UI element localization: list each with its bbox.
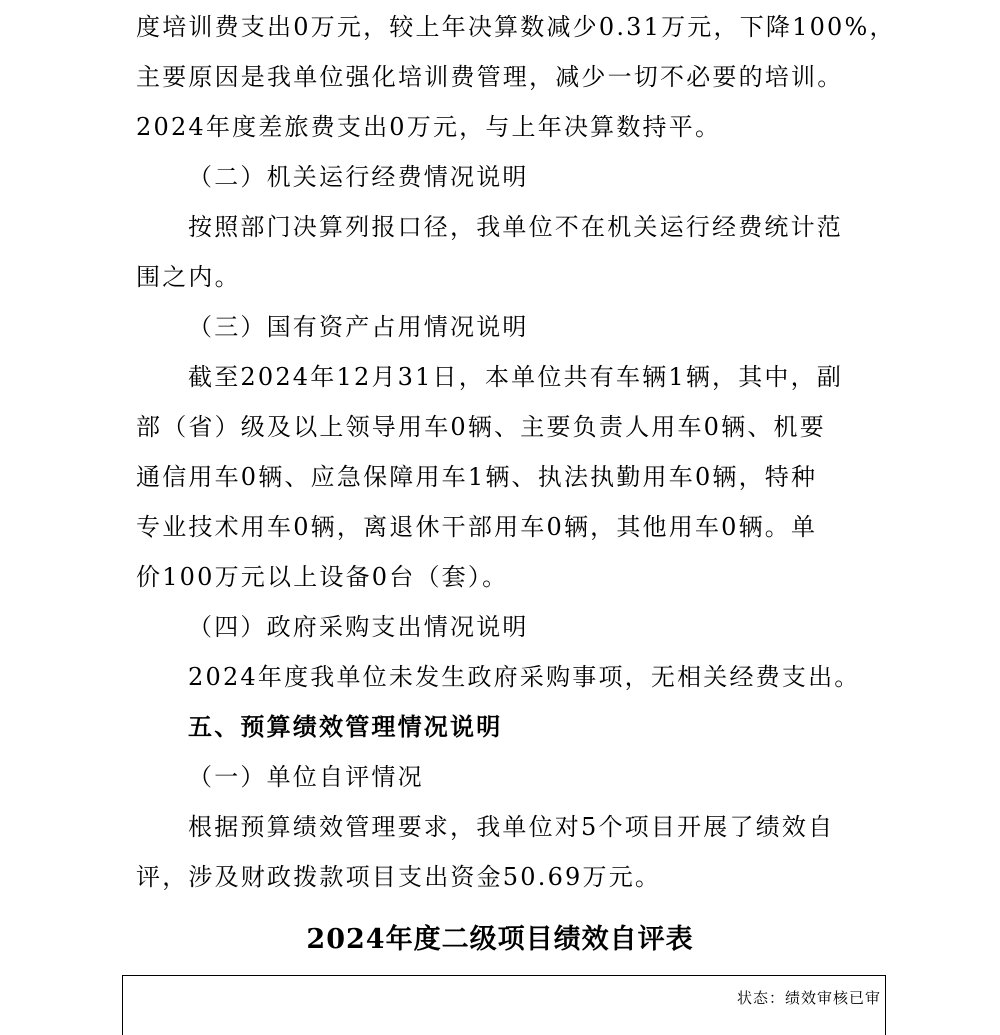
- paragraph-line: 通信用车0辆、应急保障用车1辆、执法执勤用车0辆，特种: [136, 463, 818, 491]
- table-title: 2024年度二级项目绩效自评表: [306, 924, 694, 955]
- self-evaluation-table: [122, 975, 886, 1035]
- paragraph-line: 围之内。: [136, 263, 241, 291]
- paragraph-line: 截至2024年12月31日，本单位共有车辆1辆，其中，副: [188, 363, 844, 391]
- paragraph-line: 评，涉及财政拨款项目支出资金50.69万元。: [136, 863, 662, 891]
- section-heading: （一）单位自评情况: [188, 763, 424, 791]
- paragraph-line: 专业技术用车0辆，离退休干部用车0辆，其他用车0辆。单: [136, 513, 818, 541]
- section-heading: （四）政府采购支出情况说明: [188, 613, 529, 641]
- paragraph-line: 根据预算绩效管理要求，我单位对5个项目开展了绩效自: [188, 813, 835, 841]
- table-status-label: 状态：绩效审核已审: [736, 989, 881, 1007]
- paragraph-line: 2024年度我单位未发生政府采购事项，无相关经费支出。: [188, 663, 861, 691]
- section-heading: （三）国有资产占用情况说明: [188, 313, 529, 341]
- section-heading: （二）机关运行经费情况说明: [188, 163, 529, 191]
- paragraph-line: 2024年度差旅费支出0万元，与上年决算数持平。: [136, 113, 722, 141]
- paragraph-line: 主要原因是我单位强化培训费管理，减少一切不必要的培训。: [136, 63, 844, 91]
- chapter-heading: 五、预算绩效管理情况说明: [188, 713, 503, 741]
- paragraph-line: 部（省）级及以上领导用车0辆、主要负责人用车0辆、机要: [136, 413, 826, 441]
- paragraph-line: 按照部门决算列报口径，我单位不在机关运行经费统计范: [188, 213, 843, 241]
- paragraph-line: 价100万元以上设备0台（套）。: [136, 563, 509, 591]
- paragraph-line: 度培训费支出0万元，较上年决算数减少0.31万元，下降100%，: [136, 13, 896, 41]
